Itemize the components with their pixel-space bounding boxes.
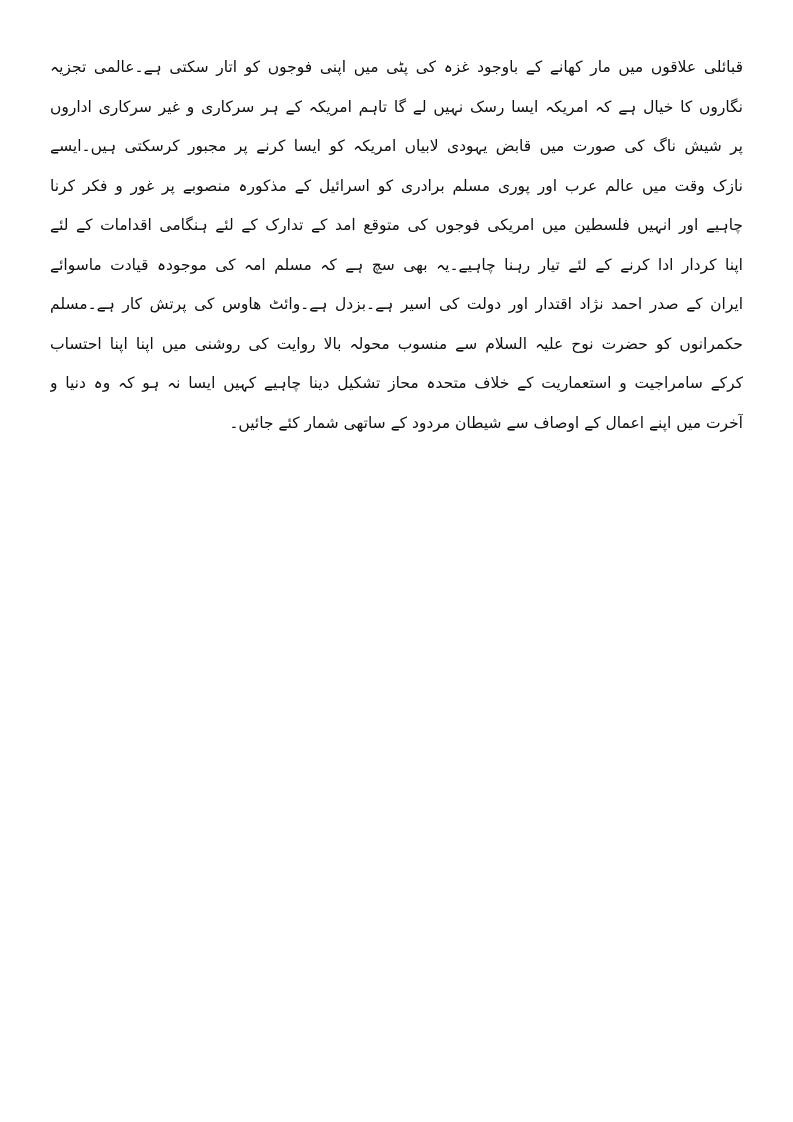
article-paragraph bbox=[50, 48, 743, 443]
text-line-7: ایران کے صدر احمد نژاد اقتدار اور دولت کی اسیر ہے۔بزدل ہے۔وائٹ ھاوس کی پرتش کار ہے۔مسلم bbox=[50, 295, 743, 313]
text-line-8: حکمرانوں کو حضرت نوح علیہ السلام سے منسوب محولہ بالا روایت کی روشنی میں اپنا اپنا احتساب bbox=[50, 334, 743, 353]
text-line-3: پر شیش ناگ کی صورت میں قابض یہودی لابیاں امریکہ کو ایسا کرنے پر مجبور کرسکتی ہیں۔ایسے bbox=[50, 137, 743, 155]
text-line-10: آخرت میں اپنے اعمال کے اوصاف سے شیطان مردود کے ساتھی شمار کئے جائیں۔ bbox=[229, 413, 743, 432]
text-line-6: اپنا کردار ادا کرنے کے لئے تیار رہنا چاہیے۔یہ بھی سچ ہے کہ مسلم امہ کی موجودہ قیادت ماسوائے bbox=[50, 255, 743, 274]
text-line-4: نازک وقت میں عالم عرب اور پوری مسلم برادری کو اسرائیل کے مذکورہ منصوبے پر غور و فکر کرنا bbox=[50, 176, 743, 195]
text-line-2: نگاروں کا خیال ہے کہ امریکہ ایسا رسک نہیں لے گا تاہم امریکہ کے ہر سرکاری و غیر سرکاری اداروں bbox=[50, 97, 743, 116]
text-line-5: چاہیے اور انہیں فلسطین میں امریکی فوجوں کی متوقع امد کے تدارک کے لئے ہنگامی اقدامات کے لئے bbox=[50, 216, 743, 234]
text-line-1: قبائلی علاقوں میں مار کھانے کے باوجود غزہ کی پٹی میں اپنی فوجوں کو اتار سکتی ہے۔عالمی تجزیہ bbox=[50, 58, 743, 76]
text-line-9: کرکے سامراجیت و استعماریت کے خلاف متحدہ محاز تشکیل دینا چاہیے کہیں ایسا نہ ہو کہ وہ دنیا و bbox=[50, 374, 743, 392]
